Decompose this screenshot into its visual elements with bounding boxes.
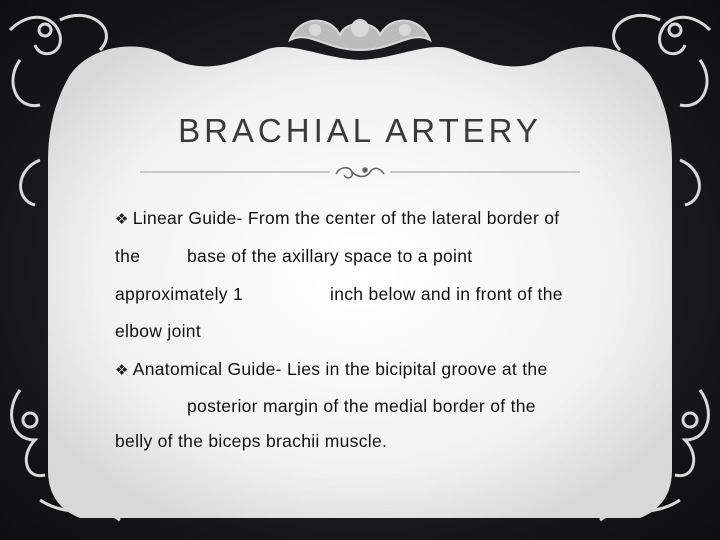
text-line: belly of the biceps brachii muscle.: [115, 431, 388, 451]
text-line: approximately 1: [115, 284, 244, 304]
text-line: inch below and in front of the: [330, 284, 563, 304]
slide-title: BRACHIAL ARTERY: [178, 112, 542, 149]
bullet-item: ❖ Anatomical Guide- Lies in the bicipital groove at the: [115, 359, 548, 379]
diamond-bullet-icon: ❖: [115, 362, 129, 379]
text-line: the: [115, 246, 141, 266]
text-line: posterior margin of the medial border of the: [187, 396, 536, 416]
diamond-bullet-icon: ❖: [115, 211, 129, 228]
bullet-item: ❖ Linear Guide- From the center of the lateral border of: [115, 208, 560, 228]
text-line: elbow joint: [115, 321, 201, 341]
text-line: base of the axillary space to a point: [187, 246, 473, 266]
